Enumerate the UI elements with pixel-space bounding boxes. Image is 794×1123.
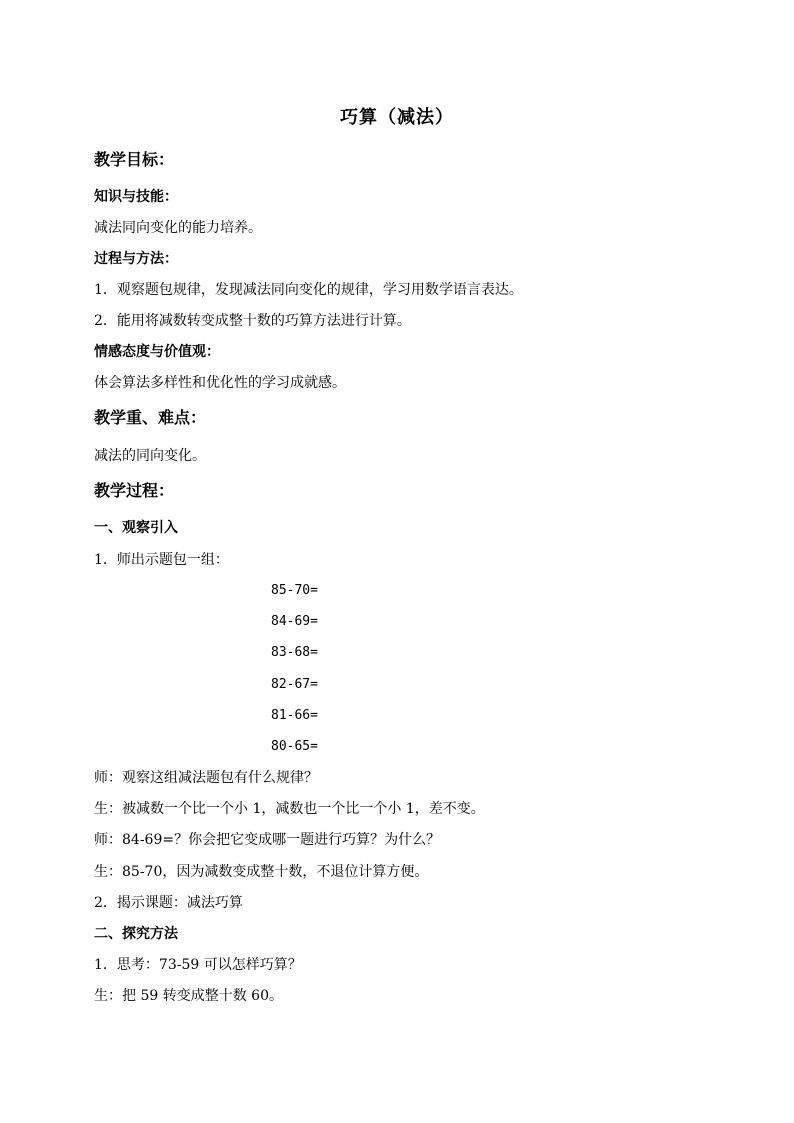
section1-step1: 1．师出示题包一组： bbox=[94, 552, 229, 568]
emotion-text: 体会算法多样性和优化性的学习成就感。 bbox=[94, 375, 346, 391]
section1-heading: 一、观察引入 bbox=[94, 520, 178, 536]
key-points-heading: 教学重、难点： bbox=[94, 408, 207, 427]
procedure-heading: 教学过程： bbox=[94, 481, 175, 500]
equation: 83-68= bbox=[271, 645, 318, 660]
section1-step2: 2．揭示课题：减法巧算 bbox=[94, 895, 243, 911]
section2-step1: 1．思考：73-59 可以怎样巧算？ bbox=[94, 957, 302, 973]
emotion-heading: 情感态度与价值观： bbox=[94, 344, 220, 360]
section2-heading: 二、探究方法 bbox=[94, 926, 178, 942]
document-title: 巧算（减法） bbox=[340, 107, 454, 128]
process-heading: 过程与方法： bbox=[94, 251, 178, 267]
equation: 80-65= bbox=[271, 739, 318, 754]
objectives-heading: 教学目标： bbox=[94, 150, 175, 169]
dialogue-line: 生：85-70，因为减数变成整十数，不退位计算方便。 bbox=[94, 864, 429, 880]
equation: 84-69= bbox=[271, 614, 318, 629]
equation: 85-70= bbox=[271, 583, 318, 598]
dialogue-line: 师：84-69=？你会把它变成哪一题进行巧算？为什么？ bbox=[94, 832, 441, 848]
key-points-text: 减法的同向变化。 bbox=[94, 448, 206, 464]
equation: 81-66= bbox=[271, 708, 318, 723]
knowledge-text: 减法同向变化的能力培养。 bbox=[94, 220, 262, 236]
process-item-1: 1．观察题包规律，发现减法同向变化的规律，学习用数学语言表达。 bbox=[94, 282, 523, 298]
section2-answer: 生：把 59 转变成整十数 60。 bbox=[94, 988, 283, 1004]
process-item-2: 2．能用将减数转变成整十数的巧算方法进行计算。 bbox=[94, 313, 411, 329]
knowledge-heading: 知识与技能： bbox=[94, 189, 178, 205]
dialogue-line: 生：被减数一个比一个小 1，减数也一个比一个小 1，差不变。 bbox=[94, 801, 485, 817]
dialogue-line: 师：观察这组减法题包有什么规律？ bbox=[94, 770, 318, 786]
equation: 82-67= bbox=[271, 677, 318, 692]
